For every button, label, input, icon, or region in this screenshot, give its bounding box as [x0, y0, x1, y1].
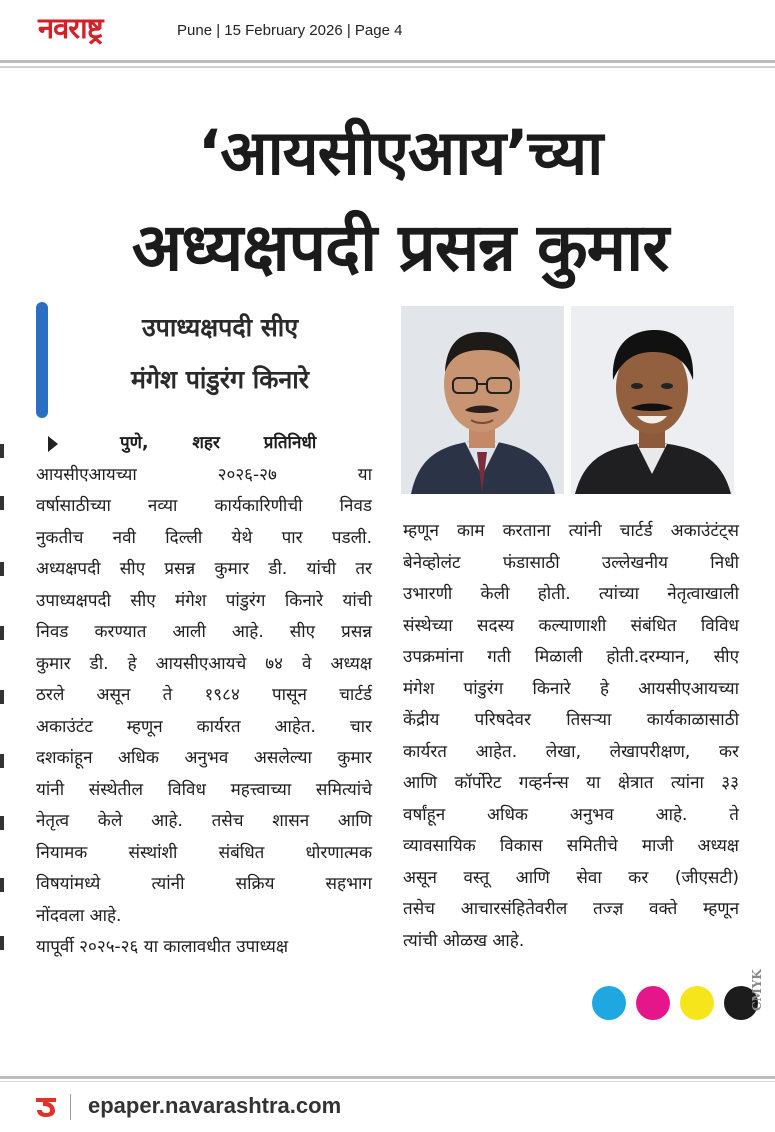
article-column-2 [403, 516, 739, 957]
article-column-1 [36, 428, 372, 964]
headline-line-2: अध्यक्षपदी प्रसन्न कुमार [131, 209, 669, 286]
article-line: उपाध्यक्षपदी सीए मंगेश पांडुरंग किनारे यांची [36, 590, 372, 611]
masthead-divider [0, 60, 775, 63]
article-line: अकाउंटंट म्हणून कार्यरत आहेत. चार [36, 716, 372, 737]
article-line: कार्यरत आहेत. लेखा, लेखापरीक्षण, कर [403, 741, 739, 762]
article-line: यापूर्वी २०२५-२६ या कालावधीत उपाध्यक्ष [36, 937, 289, 957]
dateline-marker-icon [48, 436, 58, 452]
cmyk-dot [680, 986, 714, 1020]
article-line: निवड करण्यात आली आहे. सीए प्रसन्न [36, 622, 372, 642]
headline-line-1: ‘आयसीएआय’च्या [197, 116, 603, 189]
footer-divider-thin [0, 1081, 775, 1082]
subhead-line-1: उपाध्यक्षपदी सीए [141, 313, 299, 342]
page-edge-marks [0, 430, 6, 950]
article-line: नुकतीच नवी दिल्ली येथे पार पडली. [36, 527, 372, 548]
column-1-lines [36, 460, 372, 964]
footer-separator [70, 1094, 71, 1120]
article-line: असून वस्तू आणि सेवा कर (जीएसटी) [403, 867, 739, 888]
article-line: नियामक संस्थांशी संबंधित धोरणात्मक [36, 842, 372, 863]
article-line: नेतृत्व केले आहे. तसेच शासन आणि [36, 811, 372, 831]
article-line: म्हणून काम करताना त्यांनी चार्टर्ड अकाउंटंट्स [403, 521, 739, 541]
footer-divider [0, 1076, 775, 1079]
article-line: अध्यक्षपदी सीए प्रसन्न कुमार डी. यांची तर [36, 559, 372, 579]
navarashtra-icon-glyph [34, 1092, 58, 1118]
article-line: वर्षांहून अधिक अनुभव आहे. ते [403, 804, 739, 825]
cmyk-label: CMYK [750, 969, 764, 1011]
article-line: व्यावसायिक विकास समितीचे माजी अध्यक्ष [403, 836, 739, 856]
masthead-divider-thin [0, 66, 775, 68]
column-2-lines [403, 516, 739, 957]
subhead-line-2: मंगेश पांडुरंग किनारे [130, 365, 310, 394]
article-line: आणि कॉर्पोरेट गव्हर्नन्स या क्षेत्रात त्यांना ३३ [403, 773, 739, 793]
article-line: ठरले असून ते १९८४ पासून चार्टर्ड [36, 685, 372, 705]
dateline [36, 428, 372, 460]
portrait-photo-prasanna-kumar [401, 306, 564, 494]
portrait-illustration [401, 306, 564, 494]
article-line: नोंदवला आहे. [36, 905, 122, 926]
article-line: त्यांची ओळख आहे. [403, 930, 525, 951]
article-line: यांनी संस्थेतील विविध महत्त्वाच्या समित्यांचे [36, 779, 372, 800]
newspaper-logo[interactable]: नवराष्ट्र [38, 11, 103, 45]
article-line: उपक्रमांना गती मिळाली होती.दरम्यान, सीए [403, 647, 739, 667]
article-line: विषयांमध्ये त्यांनी सक्रिय सहभाग [36, 874, 372, 894]
article-line: तसेच आचारसंहितेवरील तज्ज्ञ वक्ते म्हणून [403, 899, 739, 919]
navarashtra-icon[interactable] [34, 1092, 58, 1118]
article-line: उभारणी केली होती. त्यांच्या नेतृत्वाखाली [403, 584, 739, 604]
portrait-photo-mangesh-kinare [571, 306, 734, 494]
article-line: संस्थेच्या सदस्य कल्याणाशी संबंधित विविध [403, 615, 739, 636]
article-line: बेनेव्होलंट फंडासाठी उल्लेखनीय निधी [403, 552, 739, 573]
article-line: दशकांहून अधिक अनुभव असलेल्या कुमार [36, 748, 372, 768]
dateline-text: पुणे, शहर प्रतिनिधी [120, 433, 317, 453]
epaper-link[interactable]: epaper.navarashtra.com [88, 1093, 342, 1118]
article-line: वर्षासाठीच्या नव्या कार्यकारिणीची निवड [36, 496, 372, 516]
article-line: कुमार डी. हे आयसीएआयचे ७४ वे अध्यक्ष [36, 653, 372, 674]
masthead-bar [0, 0, 775, 58]
article-line: आयसीएआयच्या २०२६-२७ या [36, 464, 372, 485]
article-line: केंद्रीय परिषदेवर तिसऱ्या कार्यकाळासाठी [403, 710, 739, 730]
cmyk-dot [592, 986, 626, 1020]
subhead-accent-bar [36, 302, 48, 418]
article-line: मंगेश पांडुरंग किनारे हे आयसीएआयच्या [403, 678, 739, 699]
cmyk-dot [636, 986, 670, 1020]
portrait-illustration [571, 306, 734, 494]
edition-info: Pune | 15 February 2026 | Page 4 [177, 22, 403, 39]
